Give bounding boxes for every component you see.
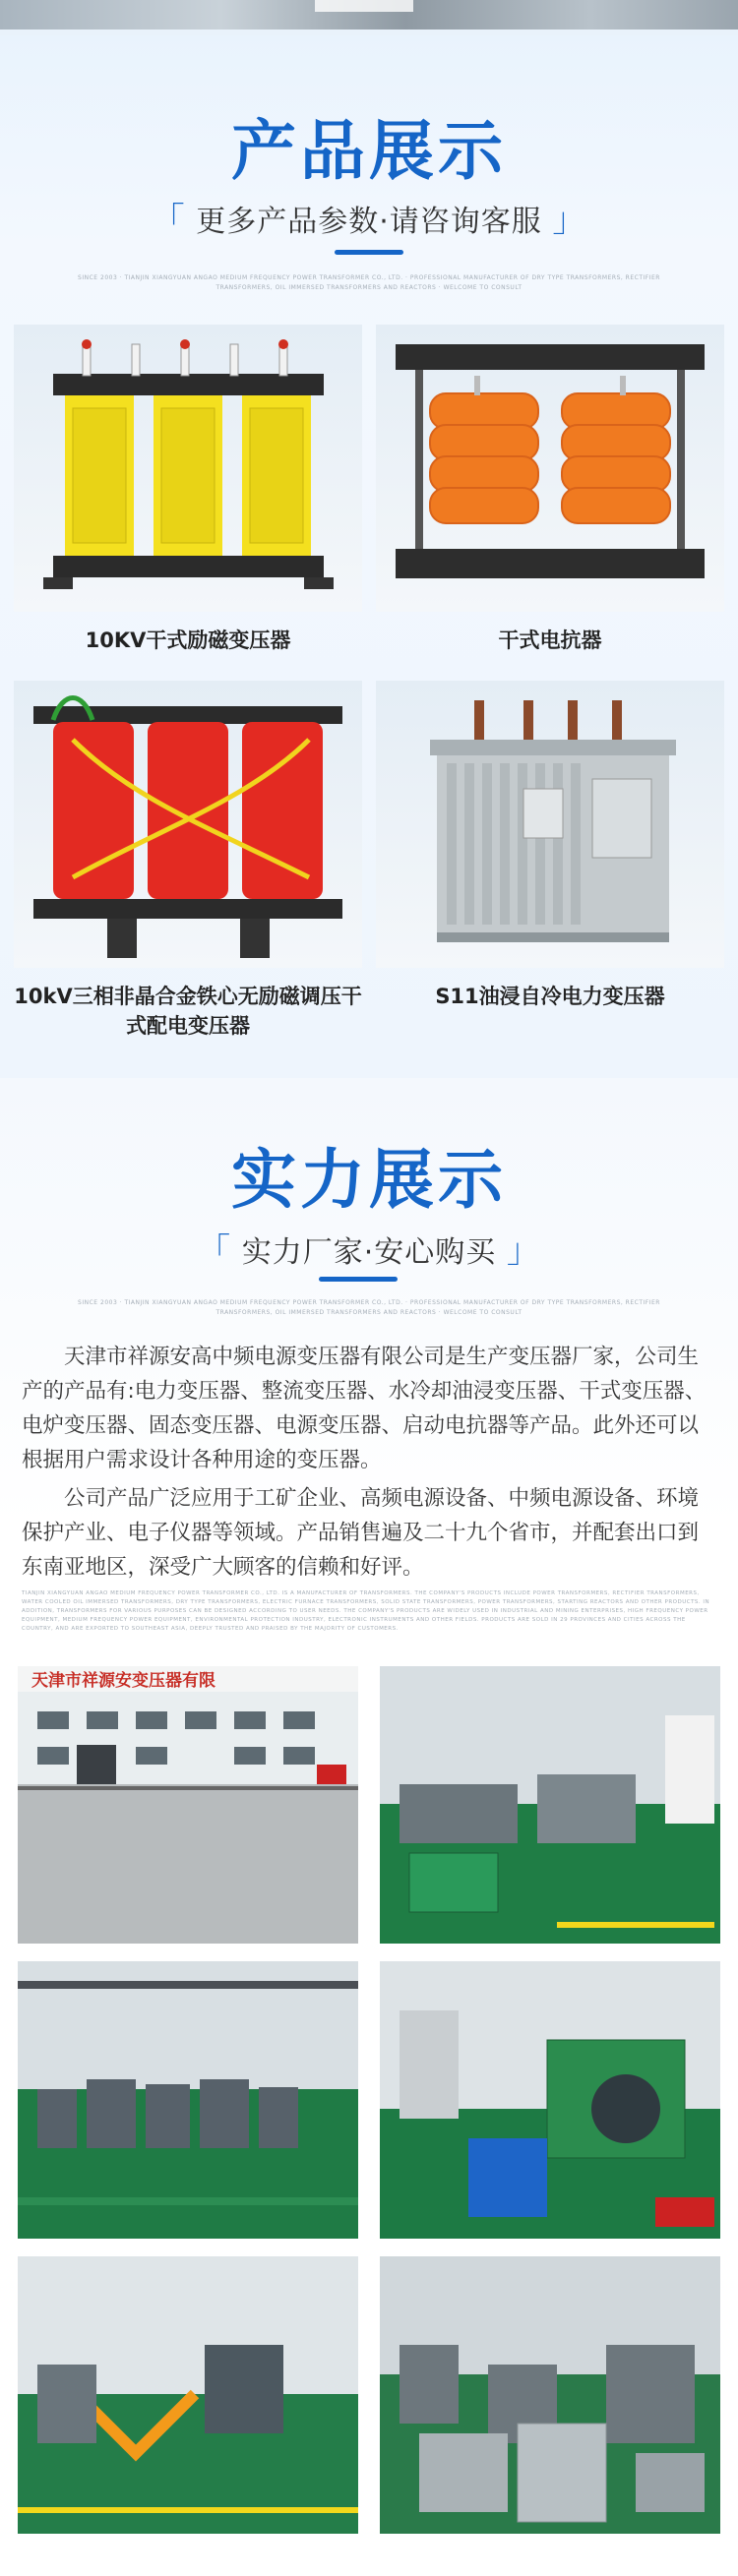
factory-exterior-photo[interactable] <box>18 1666 358 1944</box>
workshop-photo-3[interactable] <box>380 1961 720 2239</box>
product-image-excitation-transformer[interactable] <box>14 325 362 612</box>
company-decor-text: TIANJIN XIANGYUAN ANGAO MEDIUM FREQUENCY POWER TRANSFORMER CO., LTD. IS A MANUFACTURER OF TRANSFORMERS. THE COMPANY'S PRODUCTS INCLUDE POWER TRANSFORMERS, RECTIFIER TRANSFORMERS, WATER COOLED OIL IMMERSED TRANSFORMERS, DRY TYPE TRANSFORMERS, ELECTRIC FURNACE TRANSFORMERS, SOLID STATE TRANSFORMERS, POWER TRANSFORMERS, STARTING REACTORS AND OTHER PRODUCTS. IN ADDITION, TRANSFORMERS FOR VARIOUS PURPOSES CAN BE DESIGNED ACCORDING TO USER NEEDS. THE COMPANY'S PRODUCTS ARE WIDELY USED IN INDUSTRIAL AND MINING ENTERPRISES, HIGH FREQUENCY POWER EQUIPMENT, MEDIUM FREQUENCY POWER EQUIPMENT, ENVIRONMENTAL PROTECTION INDUSTRY, ELECTRONIC INSTRUMENTS AND OTHER FIELDS. PRODUCTS ARE SOLD IN 29 PROVINCES AND CITIES ACROSS THE COUNTRY, AND ARE EXPORTED TO SOUTHEAST ASIA, DEEPLY TRUSTED AND PRAISED BY THE MAJORITY OF CUSTOMERS. <box>22 1590 710 1632</box>
strength-decor-text: SINCE 2003 · TIANJIN XIANGYUAN ANGAO MEDIUM FREQUENCY POWER TRANSFORMER CO., LTD. · PROFESSIONAL MANUFACTURER OF DRY TYPE TRANSFORMERS, RECTIFIER TRANSFORMERS, OIL IMMERSED TRANSFORMERS AND REACTORS · WELCOME TO CONSULT <box>78 1299 660 1316</box>
products-decor-text: SINCE 2003 · TIANJIN XIANGYUAN ANGAO MEDIUM FREQUENCY POWER TRANSFORMER CO., LTD. · PROFESSIONAL MANUFACTURER OF DRY TYPE TRANSFORMERS, RECTIFIER TRANSFORMERS, OIL IMMERSED TRANSFORMERS AND REACTORS · WELCOME TO CONSULT <box>78 274 660 291</box>
product-image-dry-reactor[interactable] <box>376 325 724 612</box>
banner-image-edge <box>0 0 738 30</box>
title-underline <box>335 250 403 255</box>
strength-title: 实力展示 <box>231 1142 507 1218</box>
products-subtitle: 「 更多产品参数·请咨询客服 」 <box>151 201 587 240</box>
workshop-photo-5[interactable] <box>380 2256 720 2534</box>
product-label-3[interactable]: 10kV三相非晶合金铁心无励磁调压干式配电变压器 <box>14 985 362 1038</box>
strength-section <box>0 1078 738 2576</box>
company-intro-paragraph: 天津市祥源安高中频电源变压器有限公司是生产变压器厂家，公司生产的产品有:电力变压器、整流变压器、水冷却油浸变压器、干式变压器、电炉变压器、固态变压器、电源变压器、启动电抗器等产品。此外还可以根据用户需求设计各种用途的变压器。 <box>22 1345 707 1472</box>
workshop-photo-1[interactable] <box>380 1666 720 1944</box>
top-banner-strip <box>0 0 738 35</box>
products-section <box>0 35 738 1078</box>
product-label-2[interactable]: 干式电抗器 <box>498 629 602 652</box>
workshop-photo-2[interactable] <box>18 1961 358 2239</box>
product-image-amorphous-transformer[interactable] <box>14 681 362 968</box>
factory-sign-text: 天津市祥源安变压器有限 <box>31 1671 215 1691</box>
title-underline-2 <box>319 1277 398 1282</box>
strength-subtitle: 「 实力厂家·安心购买 」 <box>197 1231 541 1271</box>
product-label-4[interactable]: S11油浸自冷电力变压器 <box>435 985 665 1008</box>
product-label-1[interactable]: 10KV干式励磁变压器 <box>85 629 291 652</box>
product-image-oil-transformer[interactable] <box>376 681 724 968</box>
workshop-photo-4[interactable] <box>18 2256 358 2534</box>
products-title: 产品展示 <box>231 113 507 189</box>
company-application-paragraph: 公司产品广泛应用于工矿企业、高频电源设备、中频电源设备、环境保护产业、电子仪器等领域。产品销售遍及二十九个省市，并配套出口到东南亚地区，深受广大顾客的信赖和好评。 <box>22 1486 700 1580</box>
